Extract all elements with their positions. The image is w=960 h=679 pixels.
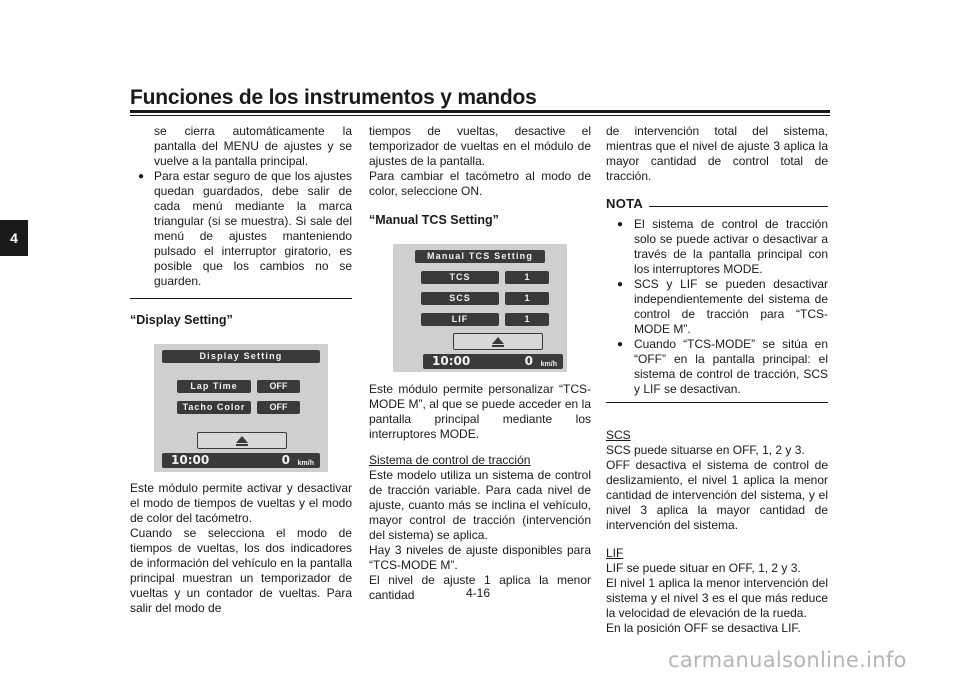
paragraph: SCS puede situarse en OFF, 1, 2 y 3. — [606, 443, 805, 457]
page-title: Funciones de los instrumentos y mandos — [130, 86, 537, 109]
paragraph: Este módulo permite activar y desactivar el modo de tiempos de vueltas y el modo de color del tacómetro. — [130, 481, 352, 525]
clock-readout: 10:00 — [432, 354, 471, 368]
bullet-item: ● Para estar seguro de que los ajustes quedan guardados, debe salir de cada menú mediante la marca triangular (si se muestra). Si sale del menú de ajustes manteniendo pulsado el interruptor giratorio, es posible que los cambios no se guarden. — [130, 169, 352, 289]
tacho-color-value[interactable]: OFF — [257, 401, 300, 414]
chapter-tab: 4 — [0, 220, 28, 256]
lif-value[interactable]: 1 — [505, 313, 549, 326]
paragraph: OFF desactiva el sistema de control de deslizamiento, el nivel 1 aplica la menor cantidad de intervención del sistema, y el nivel 3 aplica la mayor cantidad de intervención del sistema. — [606, 458, 828, 532]
note-item: ● SCS y LIF se pueden desactivar independientemente del sistema de control de tracción para “TCS-MODE M”. — [606, 277, 828, 337]
header-rule — [130, 110, 830, 113]
paragraph: Este modelo utiliza un sistema de control de tracción variable. Para cada nivel de ajuste, cuanto más se inclina el vehículo, mayor control de tracción (intervención del sistema) se aplica. — [369, 468, 591, 542]
section-divider — [606, 402, 828, 403]
spacer — [606, 412, 828, 428]
paragraph: de intervención total del sistema, mientras que el nivel de ajuste 3 aplica la mayor cantidad de control total de tracción. — [606, 124, 828, 183]
eject-triangle-icon — [236, 436, 248, 443]
watermark: carmanualsonline.info — [668, 648, 907, 672]
manual-tcs-screen — [393, 244, 567, 372]
subheading-display-setting: “Display Setting” — [130, 313, 233, 327]
paragraph: Cuando se selecciona el modo de tiempos de vueltas, los dos indicadores de información del vehículo en la pantalla principal muestran un temporizador de vueltas y un contador de vueltas. Para salir del modo de — [130, 526, 352, 615]
subheading-manual-tcs: “Manual TCS Setting” — [369, 213, 499, 227]
section-title-traction: Sistema de control de tracción — [369, 453, 531, 467]
status-bar — [423, 354, 563, 369]
eject-bar-icon — [236, 444, 248, 446]
speed-readout: 0 — [281, 453, 290, 467]
tcs-value[interactable]: 1 — [505, 271, 549, 284]
section-divider — [130, 298, 352, 299]
section-title-lif: LIF — [606, 546, 624, 560]
speed-readout: 0 — [524, 354, 533, 368]
eject-triangle-icon — [492, 337, 504, 344]
column-2 — [369, 124, 591, 603]
tcs-label[interactable]: TCS — [421, 271, 499, 284]
paragraph: Este módulo permite personalizar “TCS-MODE M”, al que se puede acceder en la pantalla principal mediante los interruptores MODE. — [369, 382, 591, 441]
return-button[interactable] — [453, 333, 543, 350]
column-3 — [606, 124, 828, 636]
note-label: NOTA — [606, 196, 644, 211]
return-button[interactable] — [197, 432, 287, 449]
paragraph: LIF se puede situar en OFF, 1, 2 y 3. — [606, 561, 801, 575]
section-title-scs: SCS — [606, 428, 631, 442]
clock-readout: 10:00 — [171, 453, 210, 467]
spacer — [369, 442, 591, 453]
page-number: 4-16 — [466, 586, 491, 600]
paragraph: tiempos de vueltas, desactive el temporizador de vueltas en el módulo de ajustes de la pantalla. — [369, 124, 591, 168]
note-header — [606, 196, 828, 211]
lif-label[interactable]: LIF — [421, 313, 499, 326]
paragraph: El nivel 1 aplica la menor intervención del sistema y el nivel 3 es el que más reduce la velocidad de elevación de la rueda. — [606, 576, 828, 620]
note-item: ● El sistema de control de tracción solo se puede activar o desactivar a través de la pantalla principal con los interruptores MODE. — [606, 217, 828, 277]
note-list — [606, 217, 828, 397]
display-setting-screen — [154, 344, 328, 472]
speed-unit: km/h — [297, 460, 314, 467]
scs-label[interactable]: SCS — [421, 292, 499, 305]
paragraph: En la posición OFF se desactiva LIF. — [606, 621, 801, 635]
speed-unit: km/h — [540, 361, 557, 368]
note-rule — [649, 206, 828, 207]
spacer — [130, 472, 352, 481]
scs-value[interactable]: 1 — [505, 292, 549, 305]
note-item: ● Cuando “TCS-MODE” se sitúa en “OFF” en la pantalla principal: el sistema de control de tracción, SCS y LIF se desactivan. — [606, 337, 828, 397]
screen-title: Display Setting — [162, 350, 320, 363]
eject-bar-icon — [492, 345, 504, 347]
lap-time-value[interactable]: OFF — [257, 380, 300, 393]
paragraph: Hay 3 niveles de ajuste disponibles para “TCS-MODE M”. — [369, 543, 591, 572]
column-1 — [130, 124, 352, 616]
lap-time-label[interactable]: Lap Time — [177, 380, 251, 393]
paragraph: El nivel de ajuste 1 aplica la menor cantidad — [369, 573, 591, 602]
bullet-list — [130, 169, 352, 289]
spacer — [606, 533, 828, 546]
paragraph: se cierra automáticamente la pantalla del MENU de ajustes y se vuelve a la pantalla principal. — [154, 124, 352, 168]
spacer — [369, 372, 591, 382]
status-bar — [162, 453, 320, 468]
header-rule-thin — [130, 115, 830, 116]
tacho-color-label[interactable]: Tacho Color — [177, 401, 251, 414]
screen-title: Manual TCS Setting — [415, 250, 545, 263]
paragraph: Para cambiar el tacómetro al modo de color, seleccione ON. — [369, 169, 591, 198]
